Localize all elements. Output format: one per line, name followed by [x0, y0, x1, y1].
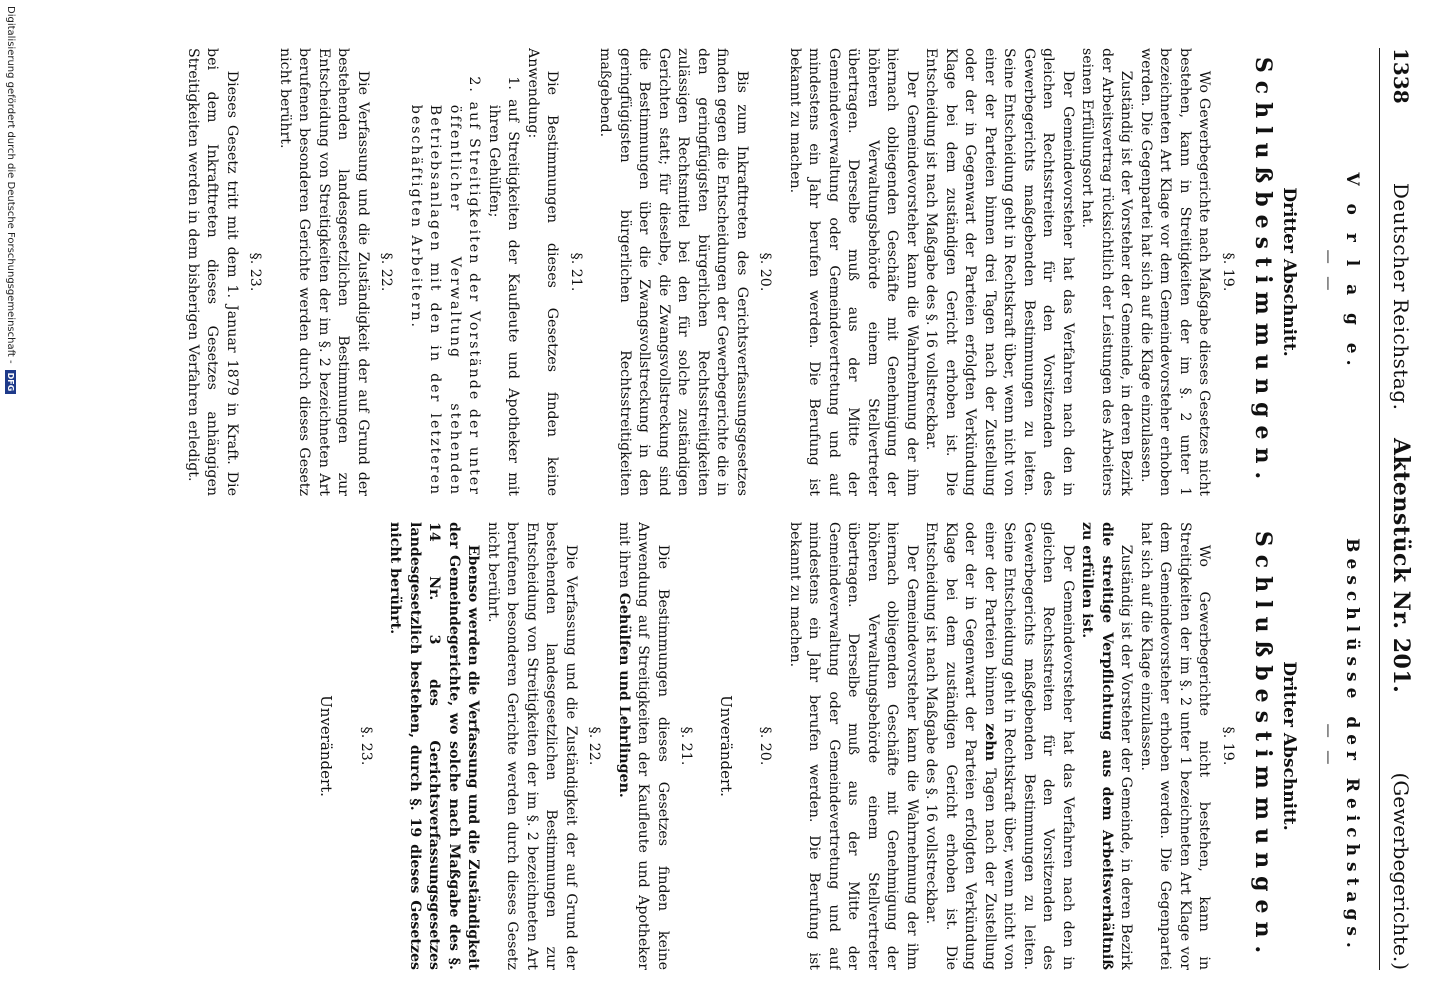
paragraph-number: §. 21.: [568, 252, 584, 292]
amended-text: Gehülfen und Lehrlingen.: [616, 592, 632, 798]
columns: [69, 48, 1369, 970]
footer-text: Digitalisierung gefördert durch die Deutsche Forschungsgemeinschaft -: [5, 6, 17, 364]
paragraph-number: §. 22.: [378, 252, 395, 292]
paragraph-text: Die Bestimmungen dieses Gesetzes finden keine Anwendung auf Streitigkeiten der Kaufleute und Apotheker mit ihren Gehülfen und Lehrlingen.: [616, 522, 671, 970]
digitization-footer: [0, 0, 22, 1000]
paragraph-text: Zuständig ist der Vorsteher der Gemeinde, in deren Bezirk die streitige Verpflichtung aus dem Arbeitsverhältniß zu erfüllen ist.: [1079, 522, 1135, 970]
divider: — —: [1320, 249, 1337, 295]
paragraph-text: Die Verfassung und die Zuständigkeit der auf Grund der bestehenden landesgesetzlichen Bestimmungen zur Entscheidung von Streitigkeiten der im §. 2 bezeichneten Art berufenen besonderen Gerichte werden durch dieses Gesetz nicht berührt.: [277, 48, 371, 496]
paragraph-number: §. 19.: [1220, 252, 1236, 292]
section-heading: Schlußbestimmungen.: [1250, 530, 1277, 962]
paragraph-number: §. 21.: [678, 726, 695, 766]
column-beschluesse: [69, 522, 1369, 970]
document-label: Aktenstück Nr. 201.: [1388, 437, 1414, 694]
paragraph-number: §. 23.: [358, 726, 374, 766]
amended-text: die streitige Verpflichtung aus dem Arbeitsverhältniß zu erfüllen ist.: [1079, 522, 1115, 970]
dfg-logo: DFG: [6, 370, 17, 395]
column-vorlage: [69, 48, 1369, 496]
unchanged-note: Unverändert.: [317, 695, 336, 797]
unchanged-note: Unverändert.: [717, 695, 735, 797]
column-title: V o r l a g e.: [1342, 172, 1362, 372]
paragraph-text: Zuständig ist der Vorsteher der Gemeinde, in deren Bezirk der Arbeitsvertrag rücksichtlich der Leistungen des Arbeiters seinen Erfüllungsort hat.: [1079, 48, 1135, 496]
section-title: Dritter Abschnitt.: [1279, 187, 1299, 357]
paragraph-number: §. 19.: [1220, 726, 1236, 766]
paragraph-text: Bis zum Inkrafttreten des Gerichtsverfassungsgesetzes finden gegen die Entscheidungen der Gewerbegerichte die in den geringfügigsten bürgerlichen Rechtsstreitigkeiten zulässigen Rechtsmittel bei den für solche zuständigen Gerichten statt; für dieselbe, die Zwangsvollstreckung sind die Bestimmungen über die Zwangsvollstreckung in den geringfügigsten bürgerlichen Rechtsstreitigkeiten maßgebend.: [597, 48, 750, 496]
paragraph-text: Die Verfassung und die Zuständigkeit der auf Grund der bestehenden landesgesetzlichen Bestimmungen zur Entscheidung von Streitigkeiten der im §. 2 bezeichneten Art berufenen besonderen Gerichte werden durch dieses Gesetz nicht berührt.: [485, 522, 579, 970]
paragraph-text: Wo Gewerbegerichte nicht bestehen, kann in Streitigkeiten der im §. 2 unter 1 bezeichneten Art Klage vor dem Gemeindevorsteher erhoben werden. Die Gegenpartei hat sich auf die Klage einzulassen.: [1138, 522, 1213, 970]
paragraph-number: §. 20.: [757, 252, 774, 292]
divider: — —: [1320, 723, 1337, 769]
paragraph-text: Die Bestimmungen dieses Gesetzes finden keine Anwendung:: [525, 48, 561, 496]
column-title: Beschlüsse der Reichstags.: [1342, 538, 1362, 954]
list-item: 1. auf Streitigkeiten der Kaufleute und Apotheker mit ihren Gehülfen;: [486, 76, 522, 496]
header-subject: (Gewerbegerichte.): [1389, 772, 1413, 970]
paragraph-text: Der Gemeindevorsteher kann die Wahrnehmung der ihm hiernach obliegenden Geschäfte mit Genehmigung der höheren Verwaltungsbehörde einem Stellvertreter übertragen. Derselbe muß aus der Mitte der Gemeindeverwaltung oder Gemeindevertretung und auf mindestens ein Jahr berufen werden. Die Berufung ist bekannt zu machen.: [787, 48, 920, 496]
amended-paragraph: Ebenso werden die Verfassung und die Zuständigkeit der Gemeindegerichte, wo solche nach Maßgabe des §. 14 Nr. 3 des Gerichtsverfassungsgesetzes landesgesetzlich bestehen, durch §. 19 dieses Gesetzes nicht berührt.: [387, 522, 482, 970]
paragraph-number: §. 22.: [586, 726, 603, 766]
page-number: 1338: [1389, 48, 1413, 104]
list-item: 2. auf Streitigkeiten der Vorstände der unter öffentlicher Verwaltung stehenden Betriebsanlagen mit den in der letzteren beschäftigten Arbeitern.: [408, 76, 483, 496]
paragraph-text: Wo Gewerbegerichte nach Maßgabe dieses Gesetzes nicht bestehen, kann in Streitigkeiten der im §. 2 unter 1 bezeichneten Art Klage vor dem Gemeindevorsteher erhoben werden. Die Gegenpartei hat sich auf die Klage einzulassen.: [1138, 48, 1213, 496]
section-heading: Schlußbestimmungen.: [1250, 56, 1277, 488]
paragraph-text: Dieses Gesetz tritt mit dem 1. Januar 1879 in Kraft. Die bei dem Inkrafttreten dieses Gesetzes anhängigen Streitigkeiten werden in dem bisherigen Verfahren erledigt.: [185, 48, 240, 496]
amended-text: zehn: [982, 723, 998, 761]
paragraph-number: §. 23.: [247, 252, 264, 292]
header-title: Deutscher Reichstag. Aktenstück Nr. 201.: [1388, 182, 1414, 694]
page-header: [1379, 48, 1414, 970]
paragraph-text: Der Gemeindevorsteher hat das Verfahren nach den in gleichen Rechtsstreiten für den Vorsitzenden des Gewerbegerichts maßgebenden Bestimmungen zu leiten. Seine Entscheidung geht in Rechtskraft über, wenn nicht von einer der Parteien binnen zehn Tagen nach der Zustellung oder der in Gegenwart der Parteien erfolgten Verkündung Klage bei dem zuständigen Gericht erhoben ist. Die Entscheidung ist nach Maßgabe des §. 16 vollstreckbar.: [923, 522, 1076, 970]
paragraph-text: Der Gemeindevorsteher kann die Wahrnehmung der ihm hiernach obliegenden Geschäfte mit Genehmigung der höheren Verwaltungsbehörde einem Stellvertreter übertragen. Derselbe muß aus der Mitte der Gemeindeverwaltung oder Gemeindevertretung und auf mindestens ein Jahr berufen werden. Die Berufung ist bekannt zu machen.: [787, 522, 920, 970]
section-title: Dritter Abschnitt.: [1279, 661, 1299, 831]
paragraph-number: §. 20.: [757, 726, 774, 766]
paragraph-text: Der Gemeindevorsteher hat das Verfahren nach den in gleichen Rechtsstreiten für den Vorsitzenden des Gewerbegerichts maßgebenden Bestimmungen zu leiten. Seine Entscheidung geht in Rechtskraft über, wenn nicht von einer der Parteien binnen drei Tagen nach der Zustellung oder der in Gegenwart der Parteien erfolgten Verkündung Klage bei dem zuständigen Gericht erhoben ist. Die Entscheidung ist nach Maßgabe des §. 16 vollstreckbar.: [923, 48, 1076, 496]
